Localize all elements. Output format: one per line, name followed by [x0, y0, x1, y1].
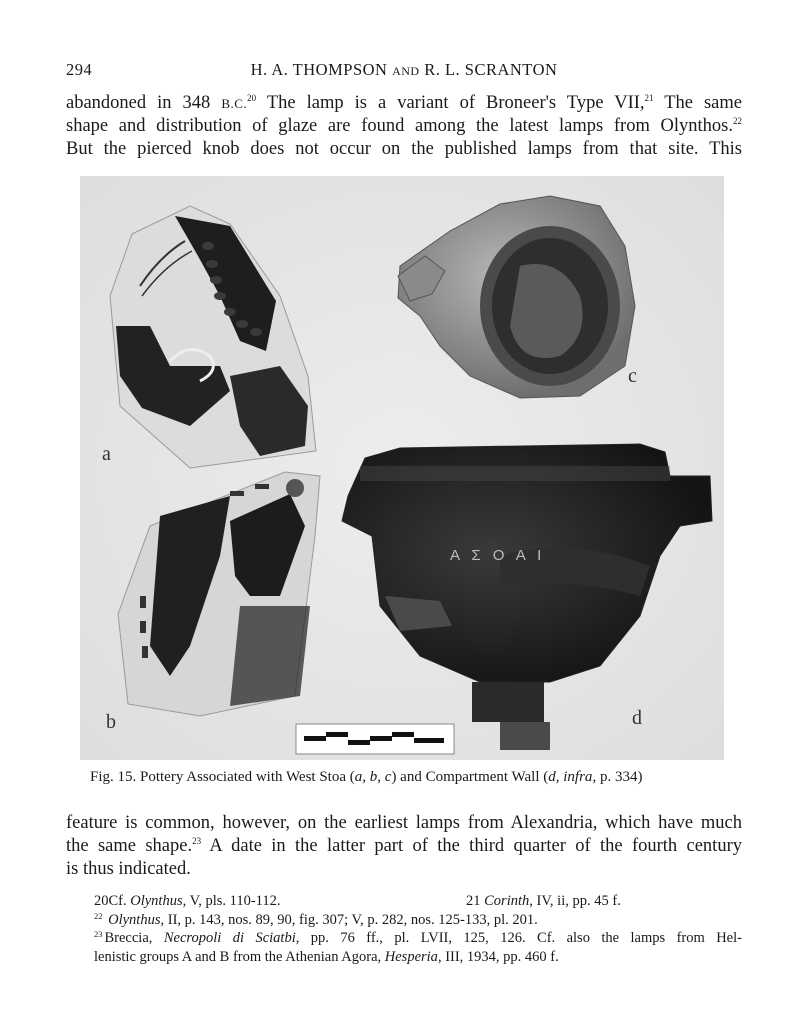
- footnote-ref[interactable]: 23: [192, 836, 202, 846]
- footnote-22: $^{22}$ Olynthus, II, p. 143, nos. 89, 90, fig. 307; V, p. 282, nos. 125-133, pl. 201.: [94, 910, 538, 928]
- footnote-20: 20Cf. Olynthus, V, pls. 110-112.: [94, 893, 281, 909]
- label-a: a: [102, 443, 111, 465]
- footnotes: [66, 892, 742, 966]
- footnote-ref[interactable]: 21: [644, 93, 654, 103]
- figure-caption: Fig. 15. Pottery Associated with West Stoa (a, b, c) and Compartment Wall (d, infra, p. 334): [90, 769, 643, 785]
- body-paragraph-1: [66, 92, 742, 161]
- footnote-ref[interactable]: 20: [247, 93, 257, 103]
- footnote-21: 21 Corinth, IV, ii, pp. 45 f.: [466, 893, 621, 909]
- text-line: feature is common, however, on the earliest lamps from Alexandria, which have much: [66, 813, 742, 833]
- running-header: [66, 60, 742, 82]
- pottery-photograph: [80, 176, 724, 760]
- scale-bar: [296, 724, 454, 754]
- footnote-23: $^{23}$ Breccia, Necropoli di Sciatbi, pp. 76 ff., pl. LVII, 125, 126. Cf. also the lamps from Hel-: [94, 929, 742, 946]
- footnote-20-21: [66, 892, 742, 911]
- text-line: shape and distribution of glaze are found among the latest lamps from Olynthos.$^{22}$: [66, 116, 742, 136]
- label-b: b: [106, 711, 116, 733]
- text-line: But the pierced knob does not occur on the published lamps from that site. This: [66, 139, 742, 159]
- footnote-23-cont: lenistic groups A and B from the Athenian Agora, Hesperia, III, 1934, pp. 460 f.: [94, 948, 559, 965]
- footnote-ref[interactable]: 22: [733, 116, 742, 126]
- vessel-inscription: Α Σ Ο Α Ι: [450, 547, 546, 564]
- text-line: is thus indicated.: [66, 859, 191, 879]
- label-c: c: [628, 365, 637, 387]
- page-number: 294: [66, 60, 93, 79]
- body-paragraph-2: [66, 812, 742, 881]
- running-title: H. A. THOMPSON AND R. L. SCRANTON: [250, 60, 558, 79]
- label-d: d: [632, 707, 642, 729]
- text-line: abandoned in 348 B.C.$^{20}$ The lamp is a variant of Broneer's Type VII,$^{21}$ The same: [66, 93, 742, 113]
- text-line: the same shape.$^{23}$ A date in the latter part of the third quarter of the fourth century: [66, 836, 742, 856]
